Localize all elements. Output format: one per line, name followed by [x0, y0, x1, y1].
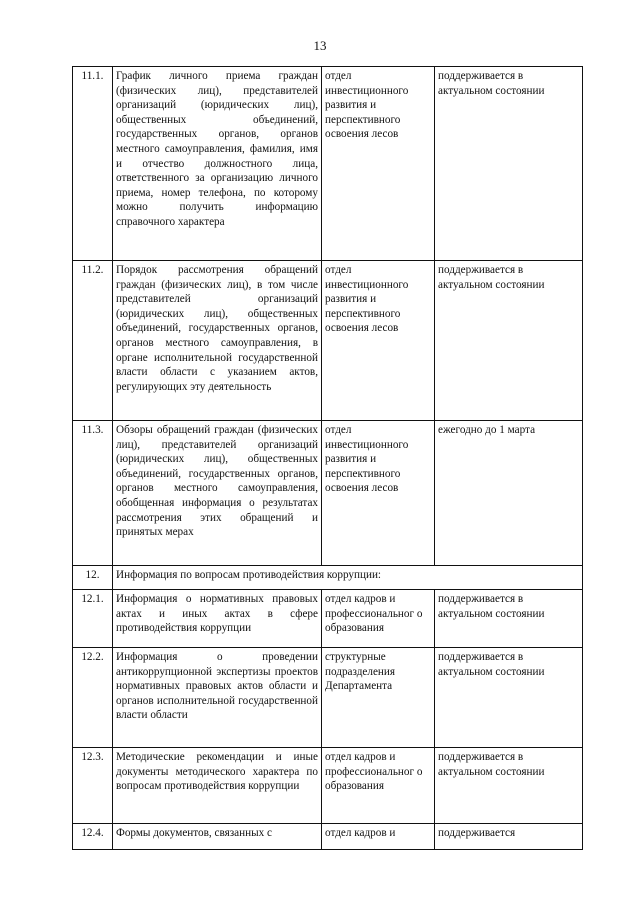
row-term: поддерживается в актуальном состоянии [435, 648, 583, 748]
section-row [73, 566, 583, 590]
row-description: Формы документов, связанных с [113, 824, 322, 850]
page-number: 13 [313, 38, 327, 53]
row-description: Информация о нормативных правовых актах и иных актах в сфере противодействия коррупции [113, 590, 322, 648]
table-row [73, 421, 583, 566]
row-responsible: отдел инвестиционного развития и перспективного освоения лесов [322, 67, 435, 261]
row-number: 12.2. [73, 648, 113, 748]
row-responsible: отдел кадров и профессиональног о образования [322, 590, 435, 648]
row-term: поддерживается в актуальном состоянии [435, 261, 583, 421]
row-term: поддерживается [435, 824, 583, 850]
table-row [73, 648, 583, 748]
row-number: 11.2. [73, 261, 113, 421]
row-term: ежегодно до 1 марта [435, 421, 583, 566]
row-description: График личного приема граждан (физических лиц), представителей организаций (юридических лиц), общественных объединений, государственных органов, органов местного самоуправления, фамилия, имя и отчество должностного лица, ответственного за организацию личного приема, номер телефона, по которому можно получить информацию справочного характера [113, 67, 322, 261]
info-table [72, 66, 583, 850]
table-row [73, 590, 583, 648]
row-responsible: отдел кадров и профессиональног о образования [322, 748, 435, 824]
section-number: 12. [73, 566, 113, 590]
section-title: Информация по вопросам противодействия коррупции: [113, 566, 583, 590]
row-number: 12.3. [73, 748, 113, 824]
row-responsible: структурные подразделения Департамента [322, 648, 435, 748]
row-description: Порядок рассмотрения обращений граждан (физических лиц), в том числе представителей организаций (юридических лиц), общественных объединений, государственных органов, органов местного самоуправления, в органе исполнительной государственной власти области с указанием актов, регулирующих эту деятельность [113, 261, 322, 421]
row-description: Обзоры обращений граждан (физических лиц), представителей организаций (юридических лиц), общественных объединений, государственных органов, органов местного самоуправления, обобщенная информация о результатах рассмотрения этих обращений и принятых мерах [113, 421, 322, 566]
row-responsible: отдел кадров и [322, 824, 435, 850]
row-term: поддерживается в актуальном состоянии [435, 67, 583, 261]
table-row [73, 748, 583, 824]
row-term: поддерживается в актуальном состоянии [435, 590, 583, 648]
row-number: 11.1. [73, 67, 113, 261]
row-term: поддерживается в актуальном состоянии [435, 748, 583, 824]
row-description: Методические рекомендации и иные документы методического характера по вопросам противодействия коррупции [113, 748, 322, 824]
table-row [73, 261, 583, 421]
row-responsible: отдел инвестиционного развития и перспективного освоения лесов [322, 421, 435, 566]
row-number: 11.3. [73, 421, 113, 566]
table-row [73, 824, 583, 850]
row-responsible: отдел инвестиционного развития и перспективного освоения лесов [322, 261, 435, 421]
table-row [73, 67, 583, 261]
row-description: Информация о проведении антикоррупционной экспертизы проектов нормативных правовых актов области и органов исполнительной государственной власти области [113, 648, 322, 748]
row-number: 12.4. [73, 824, 113, 850]
row-number: 12.1. [73, 590, 113, 648]
